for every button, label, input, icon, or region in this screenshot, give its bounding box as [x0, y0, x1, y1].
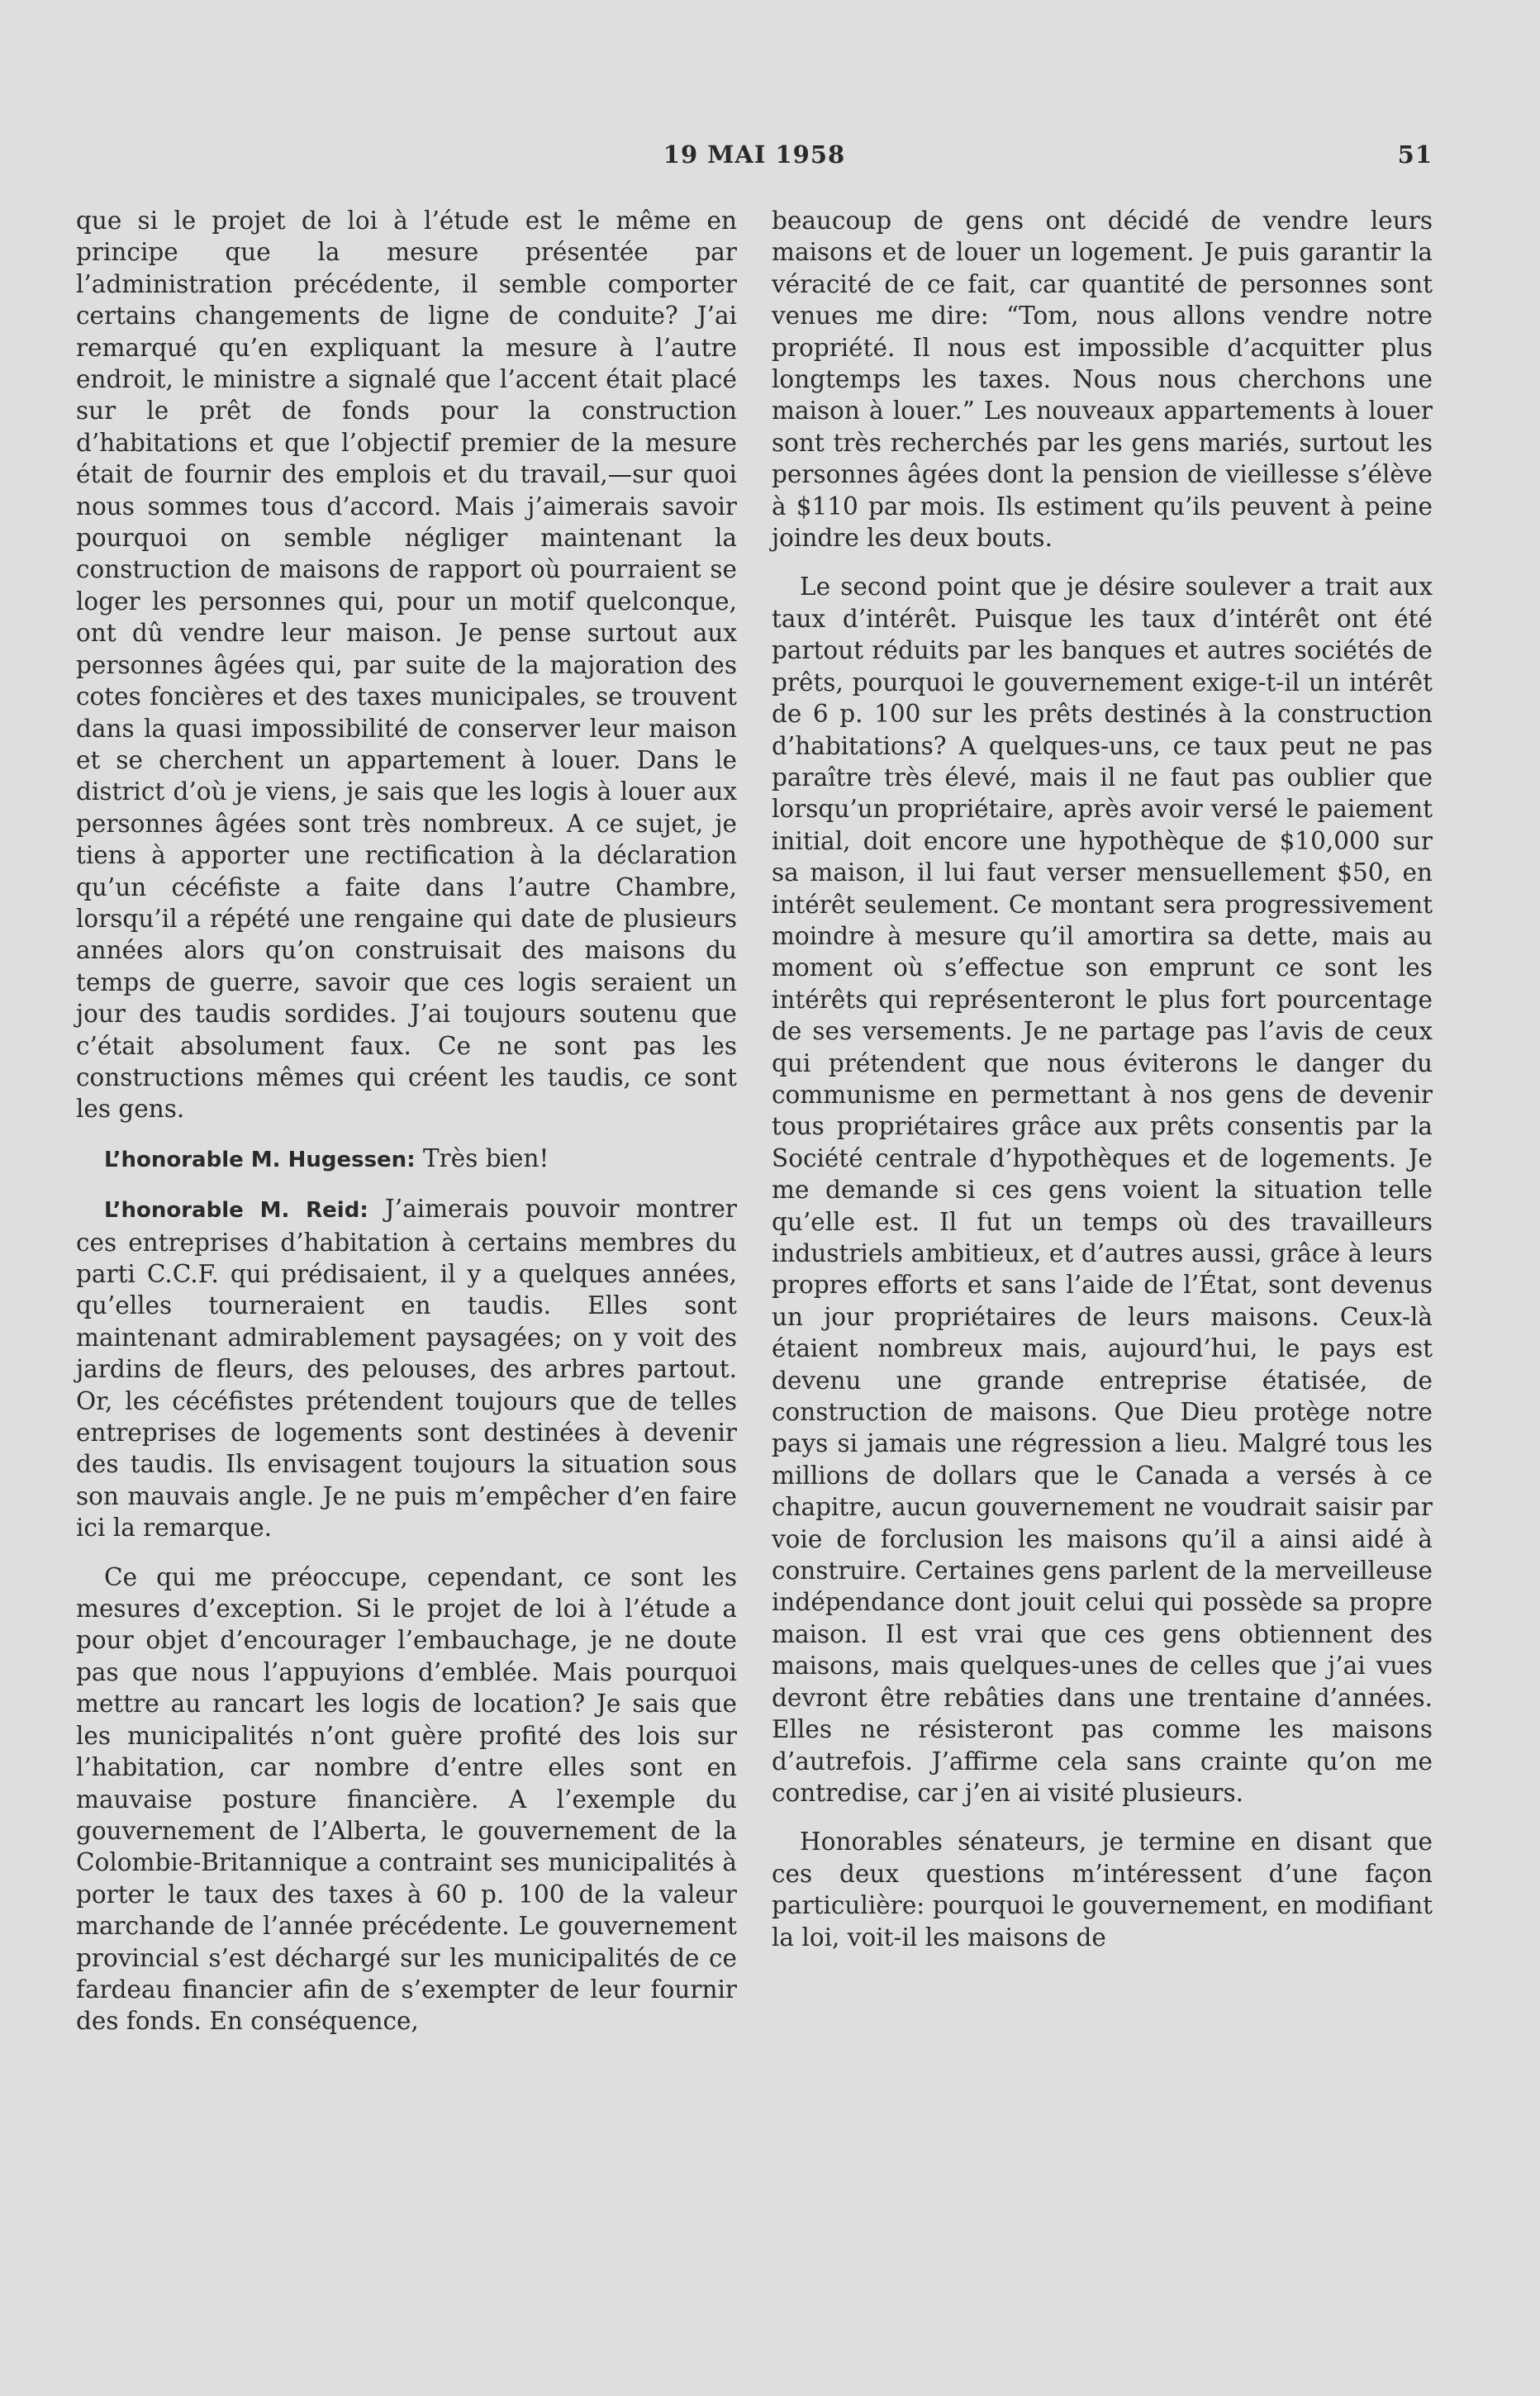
speech-text: J’aimerais pouvoir montrer ces entreprises d’habitation à certains membres du parti C.C.F. qui prédisaient, il y a quelques années, qu’elles tourneraient en taudis. Elles sont maintenant admirablement paysagées; on y voit des jardins de fleurs, des pelouses, des arbres partout. Or, les cécéfistes prétendent toujours que de telles entreprises de logements sont destinées à devenir des taudis. Ils envisagent toujours la situation sous son mauvais angle. Je ne puis m’empêcher d’en faire ici la remarque.: [76, 1195, 737, 1543]
header-date: 19 MAI 1958: [663, 140, 846, 169]
paragraph: que si le projet de loi à l’étude est le même en principe que la mesure présentée par l’administration précédente, il semble comporter certains changements de ligne de conduite? J’ai remarqué qu’en expliquant la mesure à l’autre endroit, le ministre a signalé que l’accent était placé sur le prêt de fonds pour la construction d’habitations et que l’objectif premier de la mesure était de fournir des emplois et du travail,—sur quoi nous sommes tous d’accord. Mais j’aimerais savoir pourquoi on semble négliger maintenant la construction de maisons de rapport où pourraient se loger les personnes qui, pour un motif quelconque, ont dû vendre leur maison. Je pense surtout aux personnes âgées qui, par suite de la majoration des cotes foncières et des taxes municipales, se trouvent dans la quasi impossibilité de conserver leur maison et se cherchent un appartement à louer. Dans le district d’où je viens, je sais que les logis à louer aux personnes âgées sont très nombreux. A ce sujet, je tiens à apporter une rectification à la déclaration qu’un cécéfiste a faite dans l’autre Chambre, lorsqu’il a répété une rengaine qui date de plusieurs années alors qu’on construisait des maisons du temps de guerre, savoir que ces logis seraient un jour des taudis sordides. J’ai toujours soutenu que c’était absolument faux. Ce ne sont pas les constructions mêmes qui créent les taudis, ce sont les gens.: [76, 207, 737, 1124]
speech-paragraph: [76, 1193, 737, 1543]
paragraph: Honorables sénateurs, je termine en disant que ces deux questions m’intéressent d’une façon particulière: pourquoi le gouvernement, en modifiant la loi, voit-il les maisons de: [772, 1828, 1433, 1952]
speaker-name: L’honorable M. Reid:: [104, 1198, 368, 1224]
paragraph: Le second point que je désire soulever a trait aux taux d’intérêt. Puisque les taux d’intérêt ont été partout réduits par les banques et autres sociétés de prêts, pourquoi le gouvernement exige-t-il un intérêt de 6 p. 100 sur les prêts destinés à la construction d’habitations? A quelques-uns, ce taux peut ne pas paraître très élevé, mais il ne faut pas oublier que lorsqu’un propriétaire, après avoir versé le paiement initial, doit encore une hypothèque de $10,000 sur sa maison, il lui faut verser mensuellement $50, en intérêt seulement. Ce montant sera progressivement moindre à mesure qu’il amortira sa dette, mais au moment où s’effectue son emprunt ce sont les intérêts qui représenteront le plus fort pourcentage de ses versements. Je ne partage pas l’avis de ceux qui prétendent que nous éviterons le danger du communisme en permettant à nos gens de devenir tous propriétaires grâce aux prêts consentis par la Société centrale d’hypothèques et de logements. Je me demande si ces gens voient la situation telle qu’elle est. Il fut un temps où des travailleurs industriels ambitieux, et d’autres aussi, grâce à leurs propres efforts et sans l’aide de l’État, sont devenus un jour propriétaires de leurs maisons. Ceux-là étaient nombreux mais, aujourd’hui, le pays est devenu une grande entreprise étatisée, de construction de maisons. Que Dieu protège notre pays si jamais une régression a lieu. Malgré tous les millions de dollars que le Canada a versés à ce chapitre, aucun gouvernement ne voudrait saisir par voie de forclusion les maisons qu’il a ainsi aidé à construire. Certaines gens parlent de la merveilleuse indépendance dont jouit celui qui possède sa propre maison. Il est vrai que ces gens obtiennent des maisons, mais quelques-unes de celles que j’ai vues devront être rebâties dans une trentaine d’années. Elles ne résisteront pas comme les maisons d’autrefois. J’affirme cela sans crainte qu’on me contredise, car j’en ai visité plusieurs.: [772, 573, 1433, 1807]
paragraph: beaucoup de gens ont décidé de vendre leurs maisons et de louer un logement. Je puis garantir la véracité de ce fait, car quantité de personnes sont venues me dire: “Tom, nous allons vendre notre propriété. Il nous est impossible d’acquitter plus longtemps les taxes. Nous nous cherchons une maison à louer.” Les nouveaux appartements à louer sont très recherchés par les gens mariés, surtout les personnes âgées dont la pension de vieillesse s’élève à $110 par mois. Ils estiment qu’ils peuvent à peine joindre les deux bouts.: [772, 207, 1433, 553]
speech-paragraph: [76, 1143, 737, 1176]
paragraph: Ce qui me préoccupe, cependant, ce sont les mesures d’exception. Si le projet de loi à l’étude a pour objet d’encourager l’embauchage, je ne doute pas que nous l’appuyions d’emblée. Mais pourquoi mettre au rancart les logis de location? Je sais que les municipalités n’ont guère profité des lois sur l’habitation, car nombre d’entre elles sont en mauvaise posture financière. A l’exemple du gouvernement de l’Alberta, le gouvernement de la Colombie-Britannique a contraint ses municipalités à porter le taux des taxes à 60 p. 100 de la valeur marchande de l’année précédente. Le gouvernement provincial s’est déchargé sur les municipalités de ce fardeau financier afin de s’exempter de leur fournir des fonds. En conséquence,: [76, 1562, 737, 2036]
right-column: [772, 205, 1433, 1971]
speaker-name: L’honorable M. Hugessen:: [104, 1147, 416, 1172]
running-header: [76, 140, 1433, 174]
page-number: 51: [1397, 140, 1433, 169]
left-column: [76, 205, 737, 2055]
speech-text: Très bien!: [422, 1143, 549, 1172]
